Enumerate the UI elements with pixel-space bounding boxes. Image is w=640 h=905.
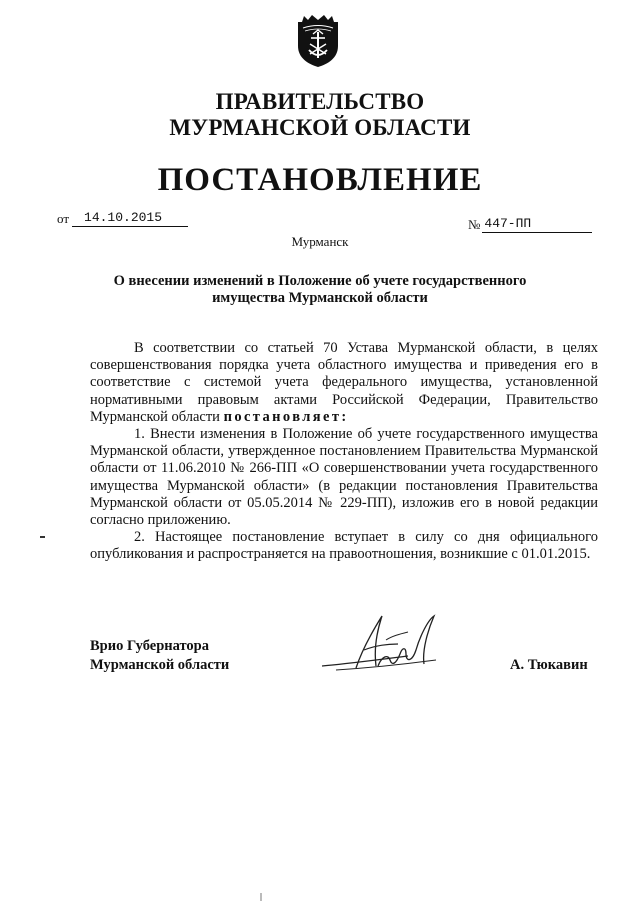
date-value: 14.10.2015: [72, 210, 188, 227]
government-title-line-2: МУРМАНСКОЙ ОБЛАСТИ: [169, 115, 471, 140]
handwritten-signature-icon: [316, 610, 446, 680]
decree-subject: [100, 273, 540, 307]
decree-word: постановляет:: [223, 408, 349, 425]
margin-mark: [40, 536, 45, 538]
number-value: 447-ПП: [482, 216, 592, 233]
scan-artifact: [260, 893, 262, 901]
paragraph-item-2: 2. Настоящее постановление вступает в силу со дня официального опубликования и распространяется на правоотношения, возникшие с 01.01.2015.: [90, 529, 598, 563]
decree-date: [57, 210, 188, 227]
government-title-line-1: ПРАВИТЕЛЬСТВО: [215, 89, 425, 114]
preamble-text: В соответствии со статьей 70 Устава Мурманской области, в целях совершенствования порядка учета областного имущества и приведения его в соответствие с системой учета федерального имущества, установленной нормативными правовым актами Российской Федерации, Правительство Мурманской области: [90, 340, 598, 425]
signer-position: [90, 637, 229, 675]
subject-line-1: О внесении изменений в Положение об учете государственного: [113, 273, 527, 289]
coat-of-arms-icon: [296, 14, 340, 68]
document-type-title: ПОСТАНОВЛЕНИЕ: [157, 162, 483, 198]
subject-line-2: имущества Мурманской области: [212, 290, 428, 306]
paragraph-item-1: 1. Внести изменения в Положение об учете государственного имущества Мурманской области, утвержденное постановлением Правительства Мурманской области от 11.06.2010 № 266-ПП «О совершенствовании учета государственного имущества Мурманской области» (в редакции постановления Правительства Мурманской области от 05.05.2014 № 229-ПП), изложив его в новой редакции согласно приложению.: [90, 426, 598, 529]
paragraph-preamble: [90, 340, 598, 426]
signer-position-line-1: Врио Губернатора: [90, 638, 209, 654]
date-prefix: от: [57, 211, 70, 226]
signer-position-line-2: Мурманской области: [90, 657, 230, 673]
number-prefix: №: [468, 217, 481, 232]
city-name: Мурманск: [291, 234, 349, 249]
decree-number: [468, 216, 592, 233]
decree-body: [90, 340, 598, 564]
signer-name: А. Тюкавин: [510, 657, 588, 673]
